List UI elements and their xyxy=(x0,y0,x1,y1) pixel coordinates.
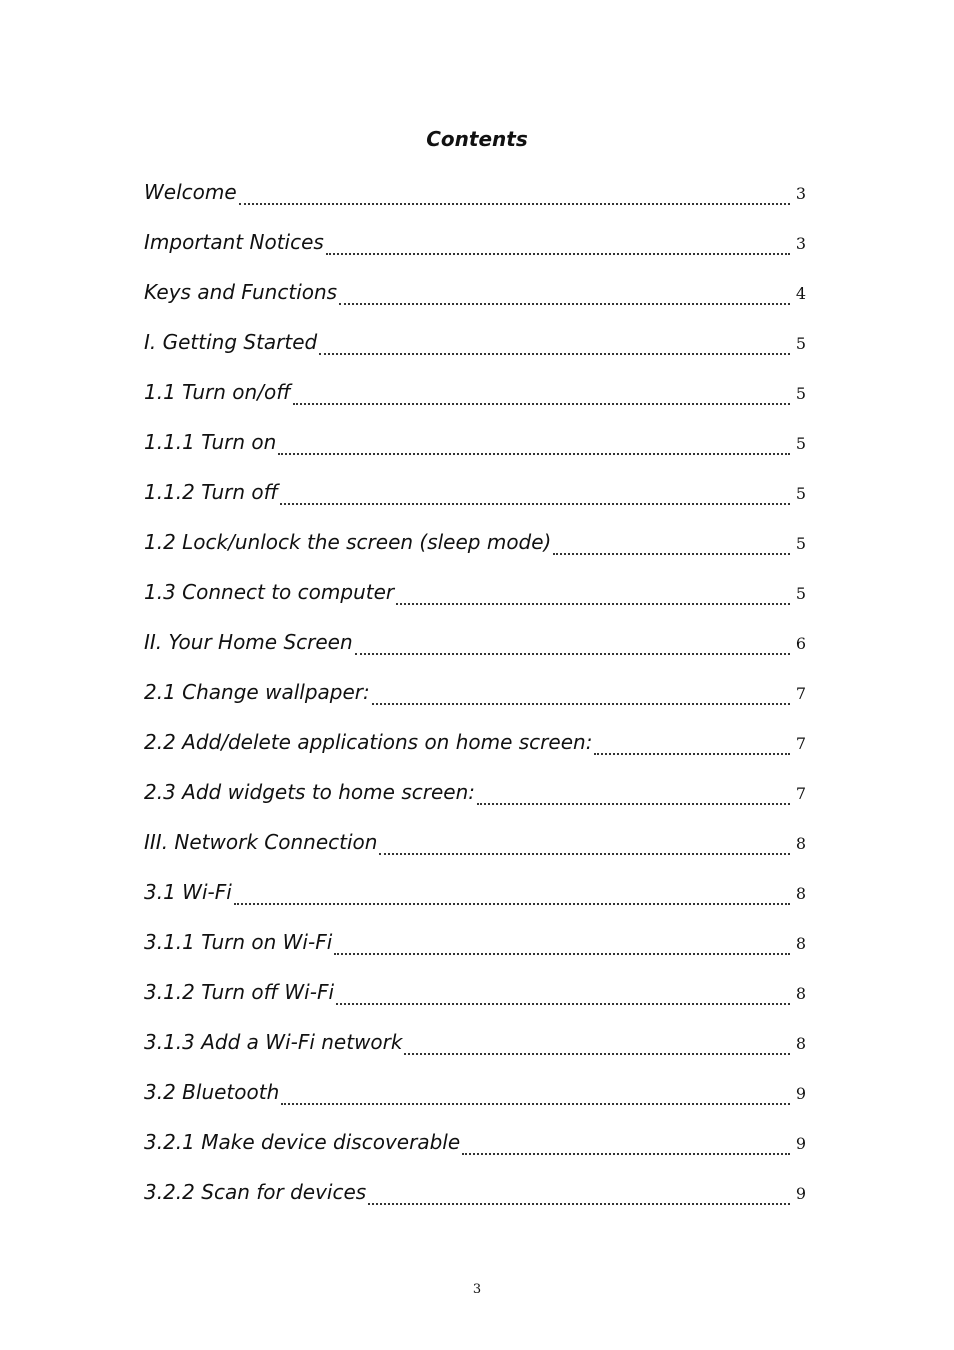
toc-entry-page: 9 xyxy=(795,1084,806,1103)
toc-entry-add-widgets[interactable] xyxy=(144,777,806,827)
toc-entry-label: 1.3 Connect to computer xyxy=(144,580,395,604)
toc-entry-network-connection[interactable] xyxy=(144,827,806,877)
toc-entry-page: 5 xyxy=(795,334,806,353)
toc-entry-label: 1.2 Lock/unlock the screen (sleep mode) xyxy=(144,530,552,554)
toc-entry-label: 3.1 Wi-Fi xyxy=(144,880,232,904)
toc-entry-label: 2.2 Add/delete applications on home screen: xyxy=(144,730,593,754)
toc-entry-page: 7 xyxy=(795,734,806,753)
toc-entry-label: Welcome xyxy=(144,180,237,204)
toc-entry-label: Keys and Functions xyxy=(144,280,338,304)
toc-entry-label: 3.2.2 Scan for devices xyxy=(144,1180,367,1204)
toc-entry-turn-on[interactable] xyxy=(144,427,806,477)
toc-entry-getting-started[interactable] xyxy=(144,327,806,377)
page-number: 3 xyxy=(472,1282,482,1297)
toc-entry-label: 1.1.1 Turn on xyxy=(144,430,277,454)
toc-entry-label: I. Getting Started xyxy=(144,330,318,354)
toc-entry-change-wallpaper[interactable] xyxy=(144,677,806,727)
toc-entry-label: III. Network Connection xyxy=(144,830,378,854)
toc-entry-page: 5 xyxy=(795,434,806,453)
toc-entry-turn-off[interactable] xyxy=(144,477,806,527)
toc-entry-scan-for-devices[interactable] xyxy=(144,1177,806,1227)
toc-entry-add-wi-fi-network[interactable] xyxy=(144,1027,806,1077)
toc-entry-page: 8 xyxy=(795,934,806,953)
toc-entry-page: 8 xyxy=(795,984,806,1003)
toc-entry-page: 9 xyxy=(795,1134,806,1153)
toc-dot-leader xyxy=(326,253,790,255)
toc-dot-leader xyxy=(594,753,789,755)
toc-entry-important-notices[interactable] xyxy=(144,227,806,277)
toc-entry-connect-to-computer[interactable] xyxy=(144,577,806,627)
toc-entry-label: 3.2.1 Make device discoverable xyxy=(144,1130,461,1154)
toc-entry-label: 2.1 Change wallpaper: xyxy=(144,680,370,704)
toc-entry-label: 3.2 Bluetooth xyxy=(144,1080,280,1104)
toc-dot-leader xyxy=(339,303,790,305)
toc-entry-page: 5 xyxy=(795,534,806,553)
toc-dot-leader xyxy=(281,1103,790,1105)
toc-entry-label: Important Notices xyxy=(144,230,324,254)
toc-entry-label: 3.1.2 Turn off Wi-Fi xyxy=(144,980,335,1004)
toc-dot-leader xyxy=(368,1203,790,1205)
toc-dot-leader xyxy=(234,903,790,905)
toc-entry-home-screen[interactable] xyxy=(144,627,806,677)
toc-dot-leader xyxy=(293,403,790,405)
toc-dot-leader xyxy=(278,453,790,455)
toc-entry-turn-on-wi-fi[interactable] xyxy=(144,927,806,977)
toc-dot-leader xyxy=(396,603,790,605)
toc-dot-leader xyxy=(553,553,789,555)
toc-entry-page: 3 xyxy=(795,234,806,253)
toc-entry-lock-unlock-screen[interactable] xyxy=(144,527,806,577)
toc-entry-make-device-discoverable[interactable] xyxy=(144,1127,806,1177)
toc-entry-label: II. Your Home Screen xyxy=(144,630,353,654)
toc-dot-leader xyxy=(404,1053,789,1055)
toc-entry-label: 1.1.2 Turn off xyxy=(144,480,279,504)
toc-entry-page: 7 xyxy=(795,784,806,803)
toc-entry-page: 6 xyxy=(795,634,806,653)
toc-entry-keys-and-functions[interactable] xyxy=(144,277,806,327)
toc-entry-page: 4 xyxy=(795,284,806,303)
toc-entry-label: 3.1.1 Turn on Wi-Fi xyxy=(144,930,333,954)
toc-entry-page: 5 xyxy=(795,484,806,503)
toc-entry-page: 9 xyxy=(795,1184,806,1203)
toc-entry-wi-fi[interactable] xyxy=(144,877,806,927)
page-title: Contents xyxy=(426,127,528,151)
toc-entry-label: 2.3 Add widgets to home screen: xyxy=(144,780,475,804)
table-of-contents xyxy=(144,177,806,1227)
toc-entry-label: 1.1 Turn on/off xyxy=(144,380,291,404)
toc-dot-leader xyxy=(355,653,790,655)
toc-dot-leader xyxy=(239,203,790,205)
toc-dot-leader xyxy=(280,503,790,505)
toc-entry-label: 3.1.3 Add a Wi-Fi network xyxy=(144,1030,403,1054)
toc-entry-page: 5 xyxy=(795,584,806,603)
toc-entry-turn-off-wi-fi[interactable] xyxy=(144,977,806,1027)
toc-entry-page: 8 xyxy=(795,834,806,853)
toc-dot-leader xyxy=(372,703,790,705)
toc-entry-page: 3 xyxy=(795,184,806,203)
toc-dot-leader xyxy=(336,1003,790,1005)
toc-dot-leader xyxy=(319,353,790,355)
toc-dot-leader xyxy=(477,803,790,805)
toc-entry-page: 5 xyxy=(795,384,806,403)
toc-entry-add-delete-applications[interactable] xyxy=(144,727,806,777)
toc-dot-leader xyxy=(462,1153,790,1155)
toc-entry-turn-on-off[interactable] xyxy=(144,377,806,427)
toc-dot-leader xyxy=(379,853,789,855)
toc-entry-welcome[interactable] xyxy=(144,177,806,227)
toc-dot-leader xyxy=(334,953,790,955)
toc-entry-bluetooth[interactable] xyxy=(144,1077,806,1127)
toc-entry-page: 8 xyxy=(795,1034,806,1053)
toc-entry-page: 8 xyxy=(795,884,806,903)
toc-entry-page: 7 xyxy=(795,684,806,703)
